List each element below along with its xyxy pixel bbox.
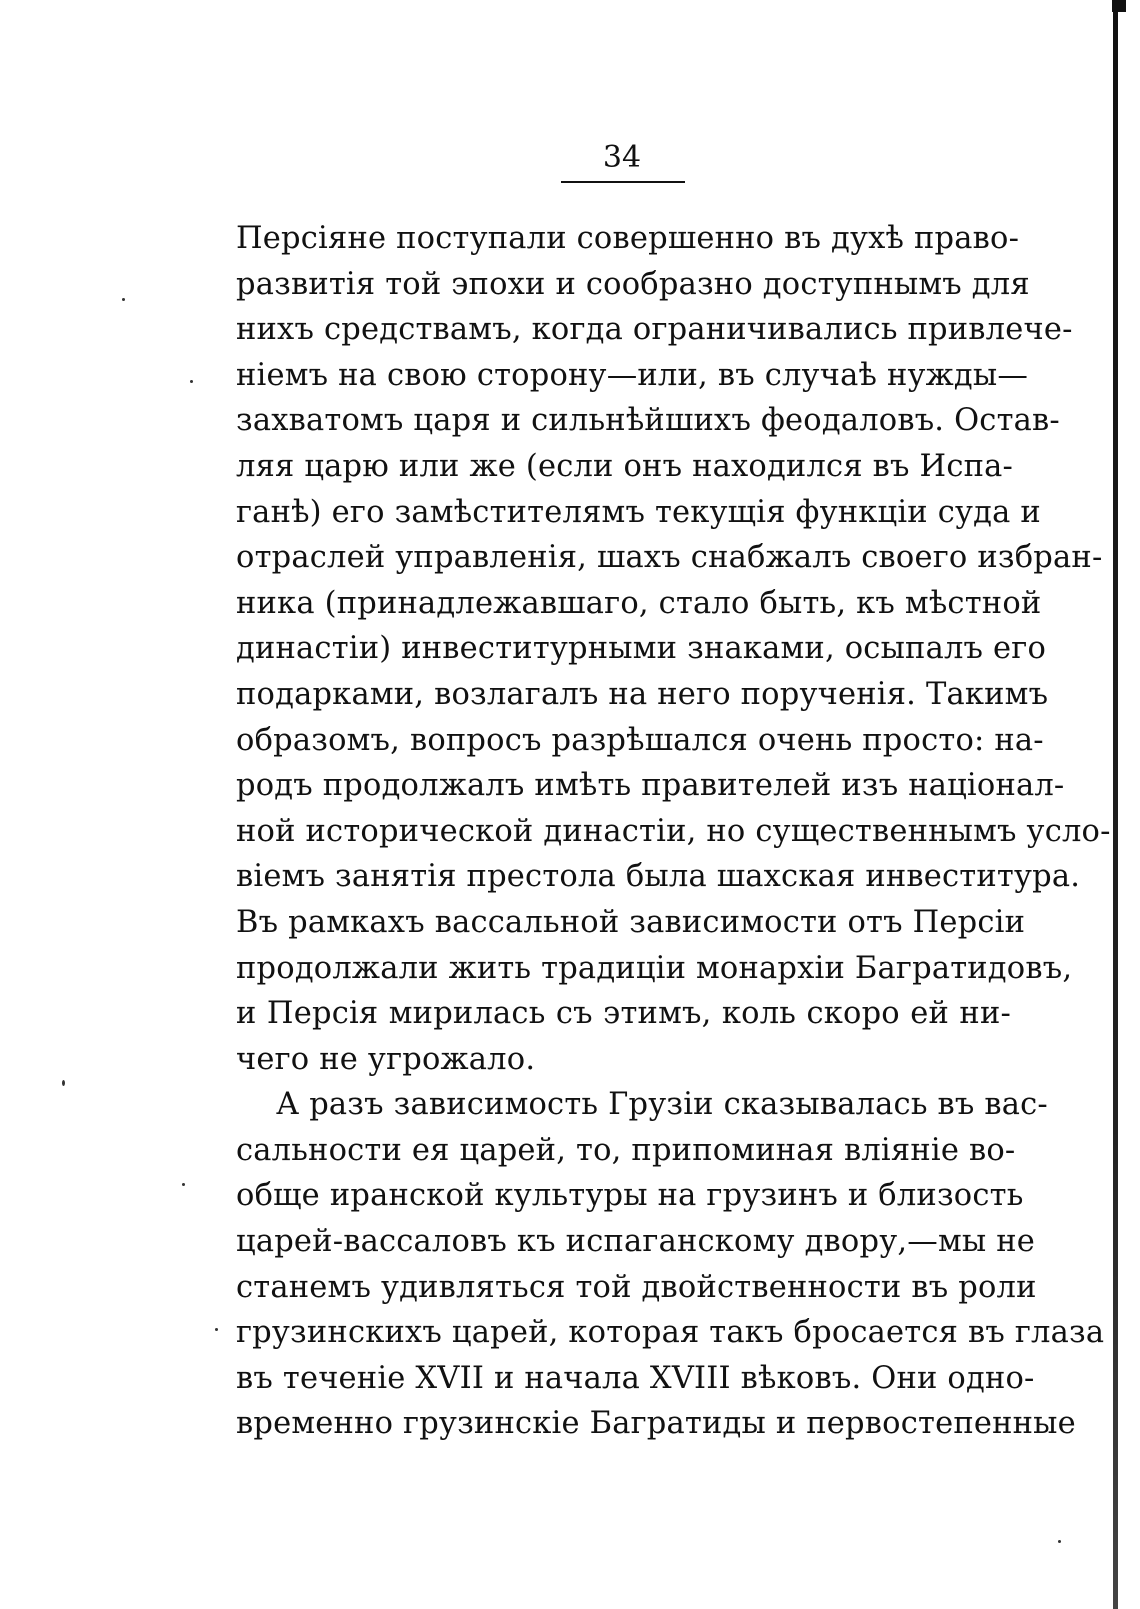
text-line: и Персія мирилась съ этимъ, коль скоро ей ни-	[236, 996, 1011, 1032]
text-line: ной исторической династіи, но существеннымъ усло-	[236, 813, 1111, 849]
text-line: продолжали жить традиціи монархіи Багратидовъ,	[236, 950, 1073, 986]
speck	[1058, 1540, 1061, 1543]
body-text	[236, 216, 1111, 1447]
speck	[215, 1328, 218, 1331]
paragraph-first-line: А разъ зависимость Грузіи сказывалась въ вас-	[276, 1087, 1048, 1123]
page-number-rule	[561, 181, 685, 183]
speck	[122, 298, 125, 301]
page-number: 34	[602, 140, 642, 175]
speck	[62, 1080, 65, 1086]
text-line: родъ продолжалъ имѣть правителей изъ націонал-	[236, 768, 1065, 804]
text-line: развитія той эпохи и сообразно доступнымъ для	[236, 266, 1030, 302]
text-line: ника (принадлежавшаго, стало быть, къ мѣстной	[236, 585, 1042, 621]
text-line: захватомъ царя и сильнѣйшихъ феодаловъ. Остав-	[236, 403, 1060, 439]
text-line: царей-вассаловъ къ испаганскому двору,—мы не	[236, 1224, 1036, 1260]
text-line: подарками, возлагалъ на него порученія. Такимъ	[236, 676, 1049, 712]
speck	[190, 380, 193, 383]
text-line: отраслей управленія, шахъ снабжалъ своего избран-	[236, 540, 1103, 576]
text-line: віемъ занятія престола была шахская инвеститура.	[236, 859, 1081, 895]
paragraph-last-line: чего не угрожало.	[236, 1041, 536, 1077]
text-line: сальности ея царей, то, припоминая вліяніе во-	[236, 1132, 1016, 1168]
text-line: династіи) инвеститурными знаками, осыпалъ его	[236, 631, 1047, 667]
text-line: ганѣ) его замѣстителямъ текущія функціи суда и	[236, 494, 1041, 530]
text-line: грузинскихъ царей, которая такъ бросается въ глаза	[236, 1315, 1105, 1351]
text-line: ляя царю или же (если онъ находился въ Испа-	[236, 448, 1014, 484]
text-line: Въ рамкахъ вассальной зависимости отъ Персіи	[236, 904, 1026, 940]
text-line: временно грузинскіе Багратиды и первостепенные	[236, 1406, 1076, 1442]
text-line: ніемъ на свою сторону—или, въ случаѣ нужды—	[236, 357, 1029, 393]
speck	[182, 1183, 185, 1186]
text-line: въ теченіе XVII и начала XVIII вѣковъ. Они одно-	[236, 1360, 1035, 1396]
text-line: нихъ средствамъ, когда ограничивались привлече-	[236, 312, 1073, 348]
scan-edge	[1113, 0, 1118, 1609]
text-line: образомъ, вопросъ разрѣшался очень просто: на-	[236, 722, 1044, 758]
text-line: Персіяне поступали совершенно въ духѣ право-	[236, 221, 1020, 256]
text-line: станемъ удивляться той двойственности въ роли	[236, 1269, 1037, 1305]
text-line: обще иранской культуры на грузинъ и близость	[236, 1178, 1024, 1214]
